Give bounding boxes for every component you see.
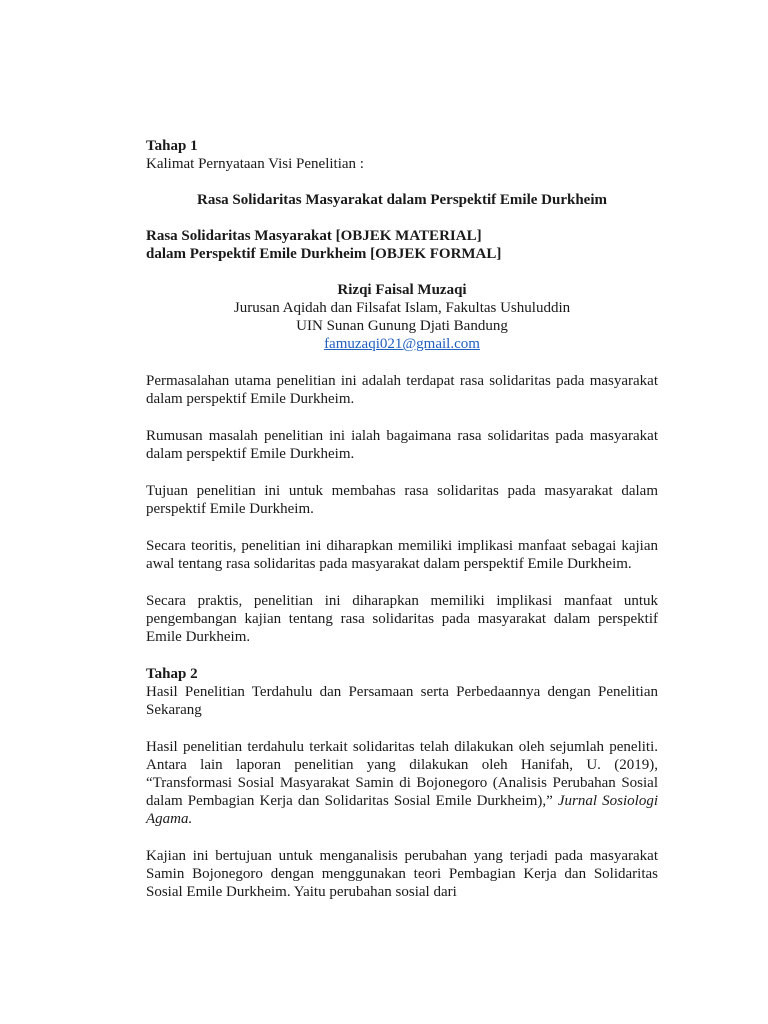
vision-intro: Kalimat Pernyataan Visi Penelitian : (146, 156, 364, 172)
paragraph-objective: Tujuan penelitian ini untuk membahas rasa solidaritas pada masyarakat dalam perspektif Emile Durkheim. (146, 483, 658, 517)
paragraph-theoretical-benefit: Secara teoritis, penelitian ini diharapkan memiliki implikasi manfaat sebagai kajian awal tentang rasa solidaritas pada masyarakat dalam perspektif Emile Durkheim. (146, 538, 658, 572)
paragraph-practical-benefit: Secara praktis, penelitian ini diharapkan memiliki implikasi manfaat untuk pengembangan kajian tentang rasa solidaritas pada masyarakat dalam perspektif Emile Durkheim. (146, 593, 658, 645)
section-heading-tahap-1: Tahap 1 (146, 138, 198, 154)
author-email-link[interactable]: famuzaqi021@gmail.com (324, 336, 480, 352)
paragraph-main-problem: Permasalahan utama penelitian ini adalah terdapat rasa solidaritas pada masyarakat dalam perspektif Emile Durkheim. (146, 373, 658, 407)
author-block (146, 281, 658, 353)
author-university: UIN Sunan Gunung Djati Bandung (296, 318, 508, 334)
section-heading-tahap-2: Tahap 2 (146, 666, 198, 682)
journal-name: Jurnal Sosiologi Agama. (146, 793, 658, 827)
section-2-subtitle: Hasil Penelitian Terdahulu dan Persamaan serta Perbedaannya dengan Penelitian Sekarang (146, 684, 658, 718)
paragraph-problem-formulation: Rumusan masalah penelitian ini ialah bagaimana rasa solidaritas pada masyarakat dalam perspektif Emile Durkheim. (146, 428, 658, 462)
paragraph-previous-research (146, 738, 658, 828)
previous-research-text: Hasil penelitian terdahulu terkait solidaritas telah dilakukan oleh sejumlah peneliti. Antara lain laporan penelitian yang dilakukan oleh Hanifah, U. (2019), “Transformasi Sosial Masyarakat Samin di Bojonegoro (Analisis Perubahan Sosial dalam Pembagian Kerja dan Solidaritas Sosial Emile Durkheim),” (146, 739, 658, 809)
object-formal-line: dalam Perspektif Emile Durkheim [OBJEK FORMAL] (146, 246, 502, 262)
author-name: Rizqi Faisal Muzaqi (337, 282, 467, 298)
vision-title: Rasa Solidaritas Masyarakat dalam Perspektif Emile Durkheim (197, 192, 607, 208)
object-material-line: Rasa Solidaritas Masyarakat [OBJEK MATERIAL] (146, 228, 482, 244)
author-department: Jurusan Aqidah dan Filsafat Islam, Fakultas Ushuluddin (233, 300, 571, 316)
document-page (146, 137, 658, 901)
paragraph-study-aim: Kajian ini bertujuan untuk menganalisis perubahan yang terjadi pada masyarakat Samin Bojonegoro dengan menggunakan teori Pembagian Kerja dan Solidaritas Sosial Emile Durkheim. Yaitu perubahan sosial dari (146, 848, 658, 900)
